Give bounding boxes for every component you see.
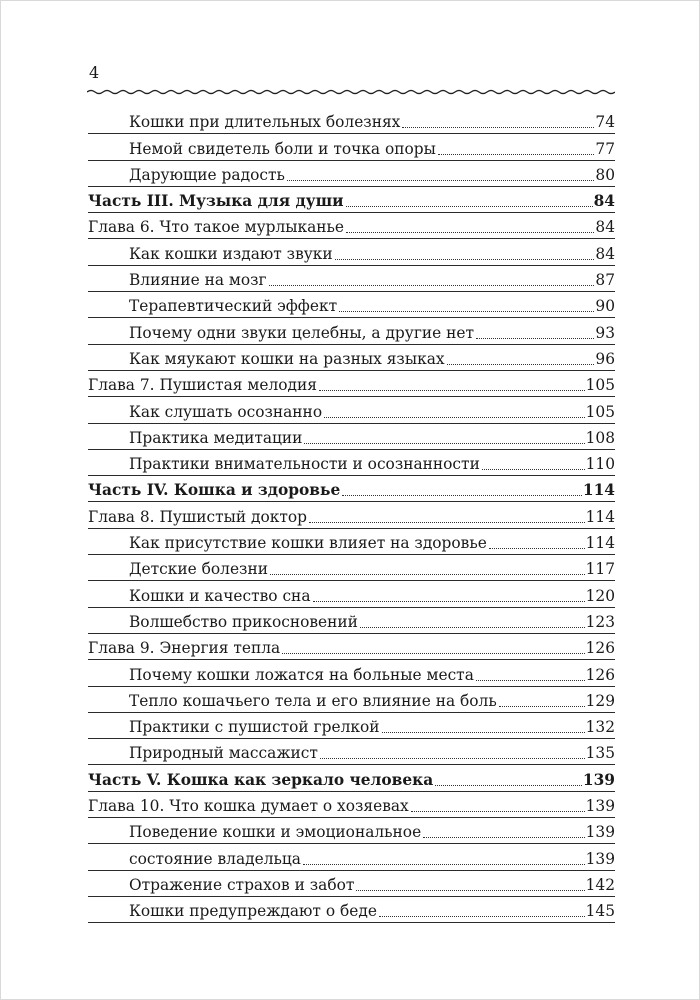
toc-entry-page-number: 126: [585, 639, 615, 658]
toc-part-entry: [88, 476, 615, 502]
toc-section-entry: [88, 871, 615, 897]
toc-entry-page-number: 105: [585, 402, 615, 421]
toc-entry-title: Поведение кошки и эмоциональное: [129, 823, 422, 842]
toc-entry-title: Практики внимательности и осознанности: [129, 455, 480, 474]
toc-section-entry: [88, 318, 615, 344]
toc-chapter-entry: [88, 792, 615, 818]
toc-section-entry: [88, 608, 615, 634]
toc-section-entry: [88, 292, 615, 318]
toc-entry-page-number: 105: [585, 376, 615, 395]
dot-leader: [489, 548, 585, 549]
toc-entry-page-number: 74: [595, 113, 615, 132]
toc-row-content: [88, 502, 615, 528]
toc-row-content: [88, 108, 615, 134]
toc-entry-title: Тепло кошачьего тела и его влияние на боль: [129, 691, 497, 710]
dot-leader: [309, 522, 585, 523]
dot-leader: [269, 285, 595, 286]
toc-row-content: [88, 292, 615, 318]
toc-row-content: [88, 660, 615, 686]
dot-leader: [282, 653, 584, 654]
dot-leader: [287, 180, 595, 181]
toc-row-content: [88, 792, 615, 818]
toc-section-entry: [88, 687, 615, 713]
toc-entry-title: Влияние на мозг: [129, 271, 267, 290]
toc-chapter-entry: [88, 502, 615, 528]
toc-row-content: [88, 581, 615, 607]
toc-entry-page-number: 93: [595, 323, 615, 342]
toc-entry-page-number: 123: [585, 612, 615, 631]
dot-leader: [402, 127, 594, 128]
toc-section-entry: [88, 555, 615, 581]
toc-row-content: [88, 765, 615, 791]
toc-row-content: [88, 371, 615, 397]
toc-entry-title: Глава 7. Пушистая мелодия: [88, 376, 317, 395]
toc-entry-page-number: 139: [585, 849, 615, 868]
toc-part-entry: [88, 187, 615, 213]
dot-leader: [476, 680, 585, 681]
toc-row-content: [88, 897, 615, 923]
toc-row-content: [88, 213, 615, 239]
dot-leader: [319, 390, 585, 391]
table-of-contents: [88, 108, 615, 923]
toc-entry-page-number: 114: [582, 481, 615, 500]
toc-row-content: [88, 397, 615, 423]
toc-row-content: [88, 634, 615, 660]
toc-row-content: [88, 239, 615, 265]
toc-section-entry: [88, 397, 615, 423]
toc-entry-title: Почему одни звуки целебны, а другие нет: [129, 323, 475, 342]
dot-leader: [360, 627, 585, 628]
toc-row-content: [88, 318, 615, 344]
toc-part-entry: [88, 765, 615, 791]
toc-section-entry: [88, 529, 615, 555]
toc-entry-title: Глава 6. Что такое мурлыканье: [88, 218, 345, 237]
toc-section-entry: [88, 450, 615, 476]
dot-leader: [324, 417, 585, 418]
dot-leader: [379, 916, 585, 917]
toc-row-content: [88, 134, 615, 160]
toc-row-content: [88, 818, 615, 844]
dot-leader: [346, 206, 593, 207]
dot-leader: [476, 338, 594, 339]
dot-leader: [499, 706, 585, 707]
toc-entry-page-number: 139: [585, 797, 615, 816]
toc-entry-page-number: 77: [595, 139, 615, 158]
toc-chapter-entry: [88, 634, 615, 660]
toc-entry-title: Как мяукают кошки на разных языках: [129, 349, 445, 368]
toc-section-entry: [88, 660, 615, 686]
toc-row-content: [88, 608, 615, 634]
toc-entry-page-number: 139: [585, 823, 615, 842]
toc-chapter-entry: [88, 213, 615, 239]
toc-entry-page-number: 114: [585, 534, 615, 553]
toc-entry-page-number: 110: [585, 455, 615, 474]
toc-entry-page-number: 145: [585, 902, 615, 921]
toc-entry-page-number: 142: [585, 875, 615, 894]
toc-section-entry: [88, 844, 615, 870]
toc-entry-page-number: 120: [585, 586, 615, 605]
dot-leader: [482, 469, 585, 470]
toc-entry-title: Почему кошки ложатся на больные места: [129, 665, 474, 684]
dot-leader: [335, 259, 595, 260]
toc-row-content: [88, 187, 615, 213]
toc-entry-title: Глава 9. Энергия тепла: [88, 639, 281, 658]
toc-entry-page-number: 126: [585, 665, 615, 684]
toc-entry-page-number: 84: [593, 192, 615, 211]
toc-entry-title: Как слушать осознанно: [129, 402, 323, 421]
toc-entry-title: Природный массажист: [129, 744, 318, 763]
toc-entry-page-number: 84: [595, 244, 615, 263]
toc-entry-title: Как присутствие кошки влияет на здоровье: [129, 534, 487, 553]
toc-row-content: [88, 266, 615, 292]
toc-row-content: [88, 713, 615, 739]
toc-row-content: [88, 739, 615, 765]
dot-leader: [304, 443, 584, 444]
toc-row-content: [88, 450, 615, 476]
toc-row-content: [88, 871, 615, 897]
toc-entry-title: Часть III. Музыка для души: [88, 192, 344, 211]
toc-entry-page-number: 139: [582, 770, 615, 789]
toc-entry-title: Волшебство прикосновений: [129, 612, 358, 631]
toc-entry-title: Терапевтический эффект: [129, 297, 338, 316]
toc-entry-title: Часть IV. Кошка и здоровье: [88, 481, 341, 500]
dot-leader: [339, 311, 594, 312]
toc-section-entry: [88, 161, 615, 187]
dot-leader: [303, 864, 585, 865]
toc-entry-title: Кошки при длительных болезнях: [129, 113, 401, 132]
toc-section-entry: [88, 345, 615, 371]
toc-entry-title: Немой свидетель боли и точка опоры: [129, 139, 436, 158]
toc-entry-title: состояние владельца: [129, 849, 301, 868]
toc-entry-page-number: 135: [585, 744, 615, 763]
toc-entry-title: Отражение страхов и забот: [129, 875, 355, 894]
toc-row-content: [88, 476, 615, 502]
toc-section-entry: [88, 897, 615, 923]
toc-entry-title: Детские болезни: [129, 560, 268, 579]
toc-section-entry: [88, 266, 615, 292]
page-number: 4: [89, 63, 100, 82]
toc-entry-title: Глава 8. Пушистый доктор: [88, 507, 308, 526]
toc-row-content: [88, 529, 615, 555]
toc-section-entry: [88, 134, 615, 160]
toc-section-entry: [88, 713, 615, 739]
dot-leader: [320, 758, 585, 759]
dot-leader: [447, 364, 595, 365]
dot-leader: [270, 574, 585, 575]
dot-leader: [382, 732, 585, 733]
toc-row-content: [88, 161, 615, 187]
dot-leader: [435, 785, 582, 786]
toc-entry-title: Часть V. Кошка как зеркало человека: [88, 770, 434, 789]
toc-section-entry: [88, 424, 615, 450]
toc-entry-page-number: 108: [585, 428, 615, 447]
toc-section-entry: [88, 108, 615, 134]
toc-section-entry: [88, 239, 615, 265]
wavy-divider: [87, 85, 615, 99]
toc-entry-page-number: 129: [585, 691, 615, 710]
toc-entry-title: Как кошки издают звуки: [129, 244, 333, 263]
toc-entry-page-number: 84: [595, 218, 615, 237]
toc-row-content: [88, 424, 615, 450]
dot-leader: [411, 811, 585, 812]
toc-row-content: [88, 345, 615, 371]
toc-chapter-entry: [88, 371, 615, 397]
toc-entry-page-number: 117: [585, 560, 615, 579]
dot-leader: [342, 495, 582, 496]
toc-section-entry: [88, 739, 615, 765]
dot-leader: [438, 154, 595, 155]
dot-leader: [423, 837, 584, 838]
dot-leader: [356, 890, 584, 891]
toc-entry-page-number: 114: [585, 507, 615, 526]
toc-entry-page-number: 132: [585, 718, 615, 737]
dot-leader: [346, 232, 594, 233]
toc-section-entry: [88, 818, 615, 844]
toc-entry-page-number: 96: [595, 349, 615, 368]
toc-entry-title: Кошки предупреждают о беде: [129, 902, 377, 921]
toc-entry-page-number: 87: [595, 271, 615, 290]
toc-row-content: [88, 555, 615, 581]
toc-row-content: [88, 687, 615, 713]
toc-entry-title: Практики с пушистой грелкой: [129, 718, 380, 737]
toc-section-entry: [88, 581, 615, 607]
toc-row-content: [88, 844, 615, 870]
toc-entry-title: Практика медитации: [129, 428, 303, 447]
toc-entry-title: Дарующие радость: [129, 165, 285, 184]
toc-entry-title: Глава 10. Что кошка думает о хозяевах: [88, 797, 409, 816]
dot-leader: [313, 601, 585, 602]
toc-entry-title: Кошки и качество сна: [129, 586, 311, 605]
toc-entry-page-number: 80: [595, 165, 615, 184]
toc-entry-page-number: 90: [595, 297, 615, 316]
